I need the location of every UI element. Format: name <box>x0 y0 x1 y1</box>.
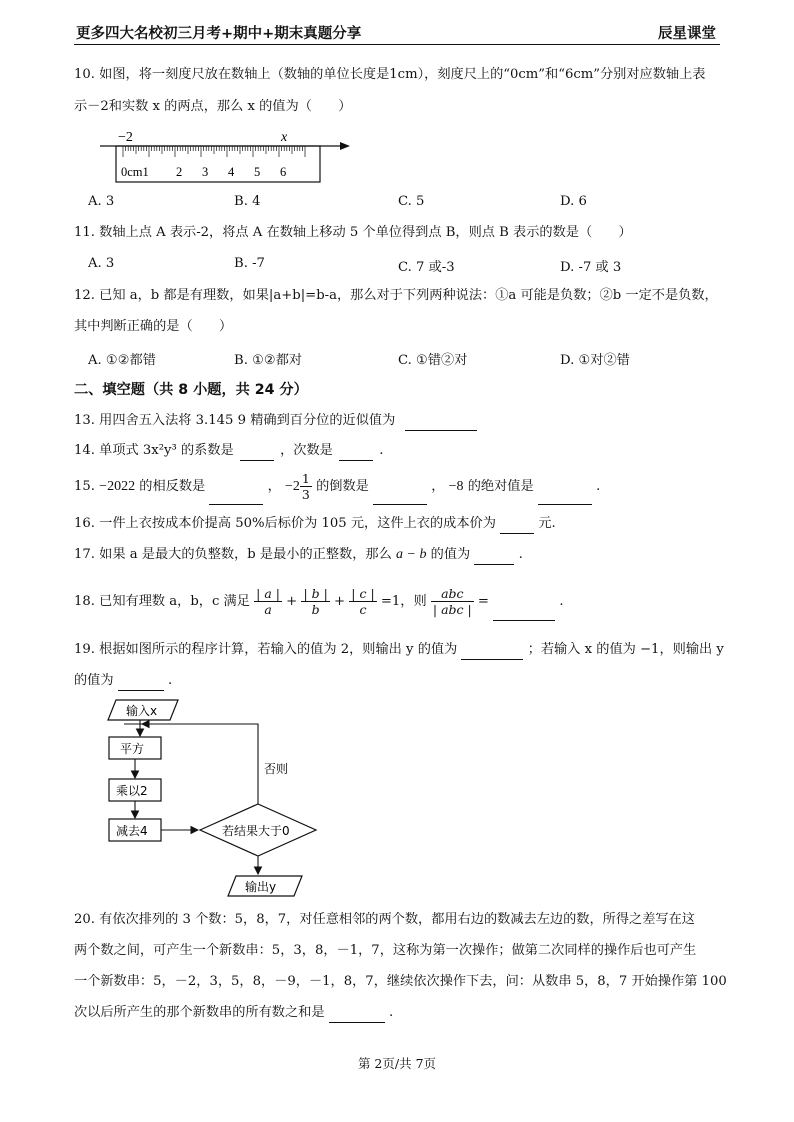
q14-text-c: . <box>379 443 384 458</box>
q18-frac-a-num: | a | <box>256 586 280 601</box>
q17-text-b: 的值为 <box>430 547 471 562</box>
q20-text-end: . <box>388 1005 394 1020</box>
q14-coefficient-blank[interactable] <box>240 442 274 461</box>
q18-frac-abc-den: | abc | <box>432 602 472 617</box>
flow-step-subtract-label: 减去4 <box>116 824 148 838</box>
q18-answer-blank[interactable] <box>493 584 555 621</box>
q16-answer-blank[interactable] <box>500 515 534 534</box>
q18-fraction-c <box>349 586 376 617</box>
q12-option-d: D. ①对②错 <box>560 353 630 368</box>
q11-option-a: A. 3 <box>88 256 115 271</box>
flow-output-label: 输出y <box>245 880 277 894</box>
section-title-fill-in: 二、填空题（共 8 小题，共 24 分） <box>74 382 308 398</box>
flow-decision-label: 若结果大于0 <box>222 824 290 838</box>
q12-line1: 12. 已知 a，b 都是有理数，如果|a+b|=b-a，那么对于下列两种说法：①a 可能是负数；②b 一定不是负数， <box>74 288 718 303</box>
q17-text-a: 17. 如果 a 是最大的负整数，b 是最小的正整数，那么 <box>74 547 392 562</box>
q19-line2 <box>74 672 172 691</box>
q18-fraction-a <box>254 586 282 617</box>
flow-step-square-label: 平方 <box>120 742 145 756</box>
q15-absolute-blank[interactable] <box>538 470 592 505</box>
q11-line1: 11. 数轴上点 A 表示-2，将点 A 在数轴上移动 5 个单位得到点 B，则点 B 表示的数是（ ） <box>74 225 632 240</box>
ruler-ticks <box>123 146 305 157</box>
q18-text-a: 18. 已知有理数 a，b，c 满足 <box>74 594 250 609</box>
q18-frac-a-den: a <box>264 602 272 617</box>
q16-text-b: 元. <box>538 516 556 531</box>
q19-answer-blank-2[interactable] <box>118 672 164 691</box>
q18-text-eq1: =1，则 <box>380 594 427 609</box>
q14-line <box>74 442 383 461</box>
q15-mixed-whole: −2 <box>285 479 300 494</box>
q15-text-c: ， <box>267 479 281 494</box>
q18-text-eq2: = <box>477 594 489 609</box>
q18-fraction-abc <box>431 586 474 617</box>
q13-answer-blank[interactable] <box>405 412 477 431</box>
q19-flowchart <box>100 694 330 904</box>
q11-option-c: C. 7 或-3 <box>398 260 455 275</box>
q10-option-b: B. 4 <box>234 194 261 209</box>
q14-text-a: 14. 单项式 3x²y³ 的系数是 <box>74 443 234 458</box>
q18-frac-b-den: b <box>311 602 320 617</box>
ruler-label-2: 2 <box>176 165 183 179</box>
q10-option-c: C. 5 <box>398 194 425 209</box>
axis-label-x: x <box>281 130 288 145</box>
q19-text-d: . <box>167 673 173 688</box>
q15-text-g: . <box>596 479 601 494</box>
q15-fraction-den: 3 <box>301 487 310 502</box>
number-line-arrow <box>340 142 350 150</box>
header-left: 更多四大名校初三月考+期中+期末真题分享 <box>76 26 362 42</box>
q19-text-c: 的值为 <box>74 673 114 688</box>
q16-line <box>74 515 556 534</box>
q18-frac-abc-num: abc <box>431 586 474 602</box>
ruler-label-5: 5 <box>254 165 261 179</box>
q15-reciprocal-blank[interactable] <box>373 470 427 505</box>
q12-option-b: B. ①②都对 <box>234 353 303 368</box>
q11-option-d: D. -7 或 3 <box>560 260 622 275</box>
q12-option-c: C. ①错②对 <box>398 353 468 368</box>
q15-fraction-num: 1 <box>301 471 310 486</box>
q18-line: 18. 已知有理数 a，b，c 满足 $\frac{| a |}{a}$ + $\frac{| b |}{b}$ + $\frac{| c |}{c}$ =1，则 $\frac{\text{abc}}{\text{| abc |}}$ = . <box>74 584 564 621</box>
q20-text-line4: 次以后所产生的那个新数串的所有数之和是 <box>74 1005 325 1020</box>
q15-text-e: ， <box>431 479 445 494</box>
q10-option-a: A. 3 <box>88 194 115 209</box>
q12-option-a: A. ①②都错 <box>88 353 156 368</box>
q17-expression: a − b <box>396 547 427 562</box>
q11-option-b: B. -7 <box>234 256 265 271</box>
q15-text-a: 15. <box>74 479 100 494</box>
q18-text-end: . <box>559 594 564 609</box>
q18-frac-c-num: | c | <box>351 586 375 601</box>
q15-opposite-blank[interactable] <box>209 470 263 505</box>
q14-degree-blank[interactable] <box>339 442 373 461</box>
q15-fraction <box>300 471 312 502</box>
q10-line1: 10. 如图，将一刻度尺放在数轴上（数轴的单位长度是1cm），刻度尺上的“0cm”和“6cm”分别对应数轴上表 <box>74 67 706 82</box>
q10-line2: 示－2和实数 x 的两点，那么 x 的值为（ ） <box>74 99 352 114</box>
q20-line4 <box>74 1004 393 1023</box>
q13-text: 13. 用四舍五入法将 3.145 9 精确到百分位的近似值为 <box>74 413 396 428</box>
q17-line <box>74 546 523 565</box>
q15-text-b: 的相反数是 <box>139 479 206 494</box>
q19-line1 <box>74 641 724 660</box>
q18-frac-c-den: c <box>359 602 367 617</box>
page-header <box>74 20 720 45</box>
q13-line <box>74 412 477 431</box>
q20-line1: 20. 有依次排列的 3 个数：5，8，7，对任意相邻的两个数，都用右边的数减去左边的数，所得之差写在这 <box>74 912 695 927</box>
q18-frac-b-num: | b | <box>303 586 328 601</box>
q15-number-3: −8 <box>448 479 464 494</box>
q10-number-line-figure <box>96 126 356 186</box>
q16-text-a: 16. 一件上衣按成本价提高 50%后标价为 105 元，这件上衣的成本价为 <box>74 516 496 531</box>
flow-else-label: 否则 <box>264 762 289 776</box>
q15-line <box>74 470 600 505</box>
q20-answer-blank[interactable] <box>329 1004 385 1023</box>
axis-label-minus2: −2 <box>118 130 133 145</box>
q17-text-c: . <box>518 547 523 562</box>
flow-input-label: 输入x <box>126 704 158 718</box>
q15-number-1: −2022 <box>99 479 136 494</box>
q15-text-d: 的倒数是 <box>316 479 369 494</box>
q17-answer-blank[interactable] <box>474 546 514 565</box>
q14-text-b: ，次数是 <box>280 443 333 458</box>
q18-fraction-b <box>301 586 329 617</box>
flow-step-multiply-label: 乘以2 <box>116 784 148 798</box>
header-right: 辰星课堂 <box>658 26 716 42</box>
q19-answer-blank-1[interactable] <box>461 641 523 660</box>
q20-line2: 两个数之间，可产生一个新数串：5，3，8，－1，7，这称为第一次操作；做第二次同样的操作后也可产生 <box>74 943 697 958</box>
q20-line3: 一个新数串：5，－2，3，5，8，－9，－1，8，7，继续依次操作下去，问：从数串 5，8，7 开始操作第 100 <box>74 974 727 989</box>
ruler-label-4: 4 <box>228 165 235 179</box>
q15-text-f: 的绝对值是 <box>467 479 534 494</box>
q19-text-b: ；若输入 x 的值为 −1，则输出 y <box>527 642 724 657</box>
ruler-label-3: 3 <box>202 165 209 179</box>
q19-text-a: 19. 根据如图所示的程序计算，若输入的值为 2，则输出 y 的值为 <box>74 642 458 657</box>
ruler-label-6: 6 <box>280 165 287 179</box>
ruler-label-0: 0cm1 <box>121 165 149 179</box>
q12-line2: 其中判断正确的是（ ） <box>74 319 233 334</box>
q10-option-d: D. 6 <box>560 194 587 209</box>
page-footer: 第 2页/共 7页 <box>357 1056 437 1071</box>
